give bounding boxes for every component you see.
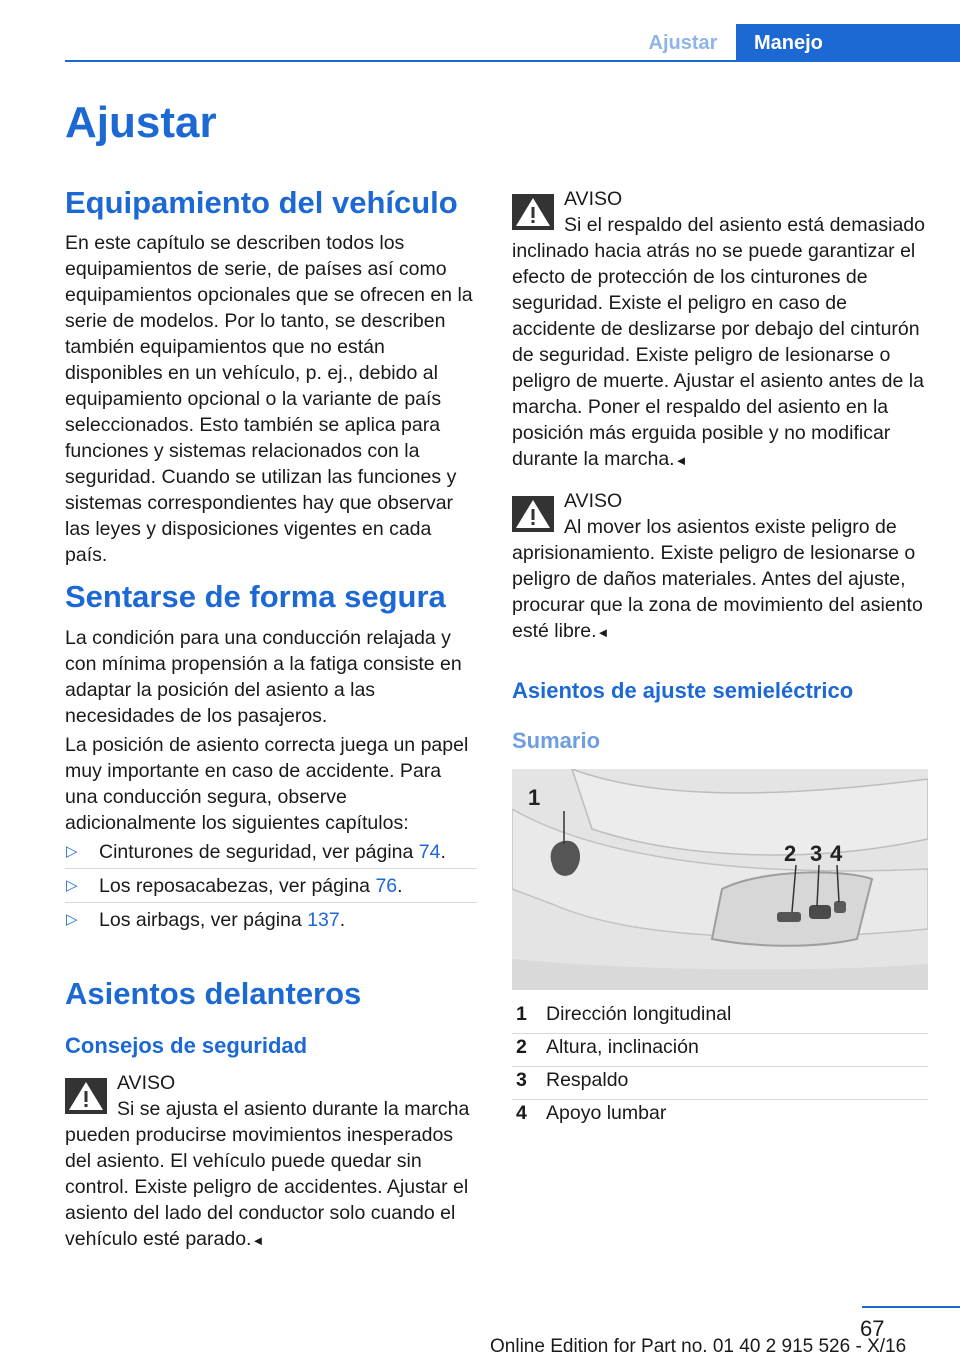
sentarse-paragraph-2: La posición de asiento correcta juega un papel muy importante en caso de accidente. Para una conducción segura, observe adicionalmente los siguientes capítulos: [65,734,469,834]
sentarse-paragraph-1: La condición para una conducción relajada y con mínima propensión a la fatiga consiste en adaptar la posición del asiento a las necesidades de los pasajeros. [65,627,462,727]
warning-block-1 [65,1070,477,1254]
cross-reference-list [65,836,477,937]
seat-illustration [512,769,928,990]
page-link-76[interactable]: 76 [375,875,398,897]
list-item: ▷ Los airbags, ver página 137. [65,904,477,936]
triangle-bullet-icon: ▷ [66,911,78,928]
section-title-equipamiento: Equipamiento del vehículo [65,185,458,220]
legend-row: 1 Dirección longitudinal [512,1001,928,1034]
footer-divider [862,1306,960,1308]
chapter-title: Ajustar [65,98,217,147]
figure-callout-1: 1 [528,785,541,810]
legend-row: 3 Respaldo [512,1067,928,1100]
seat-controls-figure [512,769,928,990]
triangle-bullet-icon: ▷ [66,843,78,860]
footer-edition: Online Edition for Part no. 01 40 2 915 526 - X/16 [490,1336,907,1357]
list-item: ▷ Cinturones de seguridad, ver página 74. [65,836,477,869]
header-chapter-tab[interactable]: Manejo [736,24,960,61]
section-title-asientos: Asientos delanteros [65,976,362,1011]
warning-triangle-icon [512,194,554,230]
header-section-tab[interactable]: Ajustar [648,32,718,54]
list-item: ▷ Los reposacabezas, ver página 76. [65,870,477,903]
subsection-title-semielectrico: Asientos de ajuste semieléctrico [512,678,854,703]
page-link-137[interactable]: 137 [307,909,340,931]
figure-callout-4: 4 [830,841,843,866]
header-divider [65,60,960,62]
legend-row: 2 Altura, inclinación [512,1034,928,1067]
page-number: 67 [860,1316,885,1341]
subsection-title-sumario: Sumario [512,728,601,753]
warning-label: AVISO [564,188,623,210]
subsection-title-consejos: Consejos de seguridad [65,1033,308,1058]
warning-block-2 [512,186,932,474]
end-mark-icon: ◄ [674,453,688,468]
legend-row: 4 Apoyo lumbar [516,1102,667,1124]
figure-callout-3: 3 [810,841,823,866]
warning-label: AVISO [564,490,623,512]
warning-triangle-icon [512,496,554,532]
warning-text: Si se ajusta el asiento durante la marcha pueden producirse movimientos inesperados del asiento. El vehículo puede quedar sin control. Existe peligro de accidentes. Ajustar el asiento del lado del conductor solo cuando el vehículo esté parado. [65,1098,470,1250]
warning-text: Al mover los asientos existe peligro de aprisionamiento. Existe peligro de lesionarse o peligro de daños materiales. Antes del ajuste, procurar que la zona de movimiento del asiento esté libre. [512,516,923,642]
section-title-sentarse: Sentarse de forma segura [65,579,446,614]
warning-text: Si el respaldo del asiento está demasiado inclinado hacia atrás no se puede garantizar el efecto de protección de los cinturones de seguridad. Existe el peligro en caso de accidente de deslizarse por debajo del cinturón de seguridad. Existe peligro de lesionarse o peligro de muerte. Ajustar el asiento antes de la marcha. Poner el respaldo del asiento en la posición más erguida posible y no modificar durante la marcha. [512,214,925,470]
page-link-74[interactable]: 74 [418,841,441,863]
triangle-bullet-icon: ▷ [66,877,78,894]
figure-legend [512,1001,928,1132]
end-mark-icon: ◄ [251,1233,265,1248]
warning-triangle-icon [65,1078,107,1114]
warning-label: AVISO [117,1072,176,1094]
equipamiento-paragraph: En este capítulo se describen todos los equipamientos de serie, de países así como equipamientos opcionales que se ofrecen en la serie de modelos. Por lo tanto, se describen también equipamientos que no están disponibles en un vehículo, p. ej., debido al equipamiento opcional o la variante de país seleccionados. Esto también se aplica para funciones y sistemas relacionados con la seguridad. Cuando se utilizan las funciones y sistemas correspondientes hay que observar las leyes y disposiciones vigentes en cada país. [65,232,473,566]
figure-callout-2: 2 [784,841,797,866]
end-mark-icon: ◄ [596,625,610,640]
warning-block-3 [512,488,932,646]
